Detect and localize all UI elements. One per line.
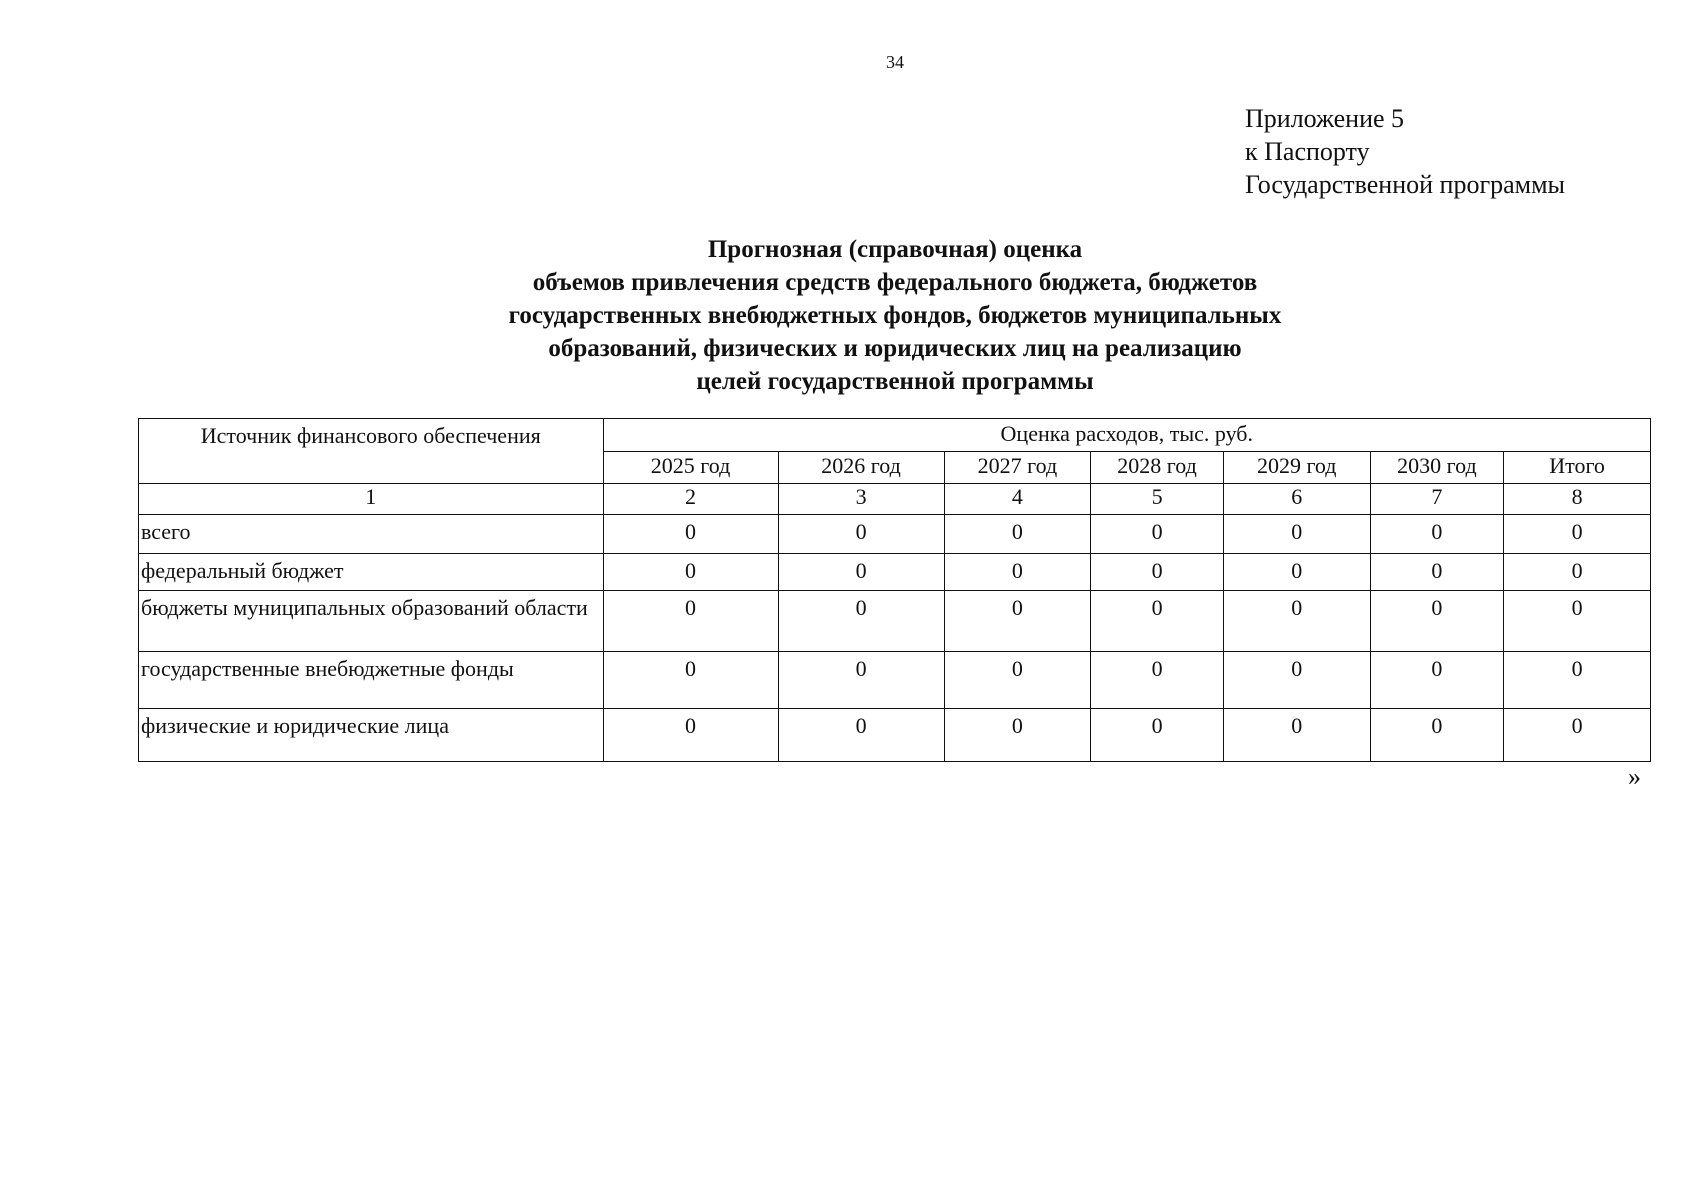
- row-value: 0: [1370, 652, 1504, 709]
- row-value: 0: [778, 515, 944, 554]
- page-number: 34: [886, 52, 904, 72]
- row-value: 0: [603, 709, 778, 762]
- row-value: 0: [1223, 652, 1370, 709]
- row-value: 0: [1504, 554, 1651, 591]
- year-header: 2028 год: [1091, 452, 1224, 484]
- year-header: 2030 год: [1370, 452, 1504, 484]
- row-value: 0: [1370, 591, 1504, 652]
- source-column-header: Источник финансового обеспечения: [139, 419, 604, 484]
- row-source: бюджеты муниципальных образований области: [139, 591, 604, 652]
- row-value: 0: [778, 709, 944, 762]
- row-value: 0: [603, 652, 778, 709]
- title-line: образований, физических и юридических лиц на реализацию: [548, 335, 1242, 362]
- table-row: [139, 709, 1651, 762]
- year-header: 2025 год: [603, 452, 778, 484]
- row-value: 0: [1223, 515, 1370, 554]
- title-line: целей государственной программы: [696, 368, 1094, 395]
- row-value: 0: [944, 652, 1091, 709]
- column-number: 6: [1223, 484, 1370, 515]
- row-value: 0: [1091, 554, 1224, 591]
- row-value: 0: [1504, 591, 1651, 652]
- table-row: [139, 515, 1651, 554]
- title-line: объемов привлечения средств федерального бюджета, бюджетов: [532, 269, 1258, 296]
- appendix-line: Приложение 5: [1245, 104, 1405, 133]
- row-value: 0: [1091, 515, 1224, 554]
- row-value: 0: [1091, 591, 1224, 652]
- row-source: государственные внебюджетные фонды: [139, 652, 604, 709]
- appendix-note: [1245, 102, 1565, 201]
- column-number-row: [139, 484, 1651, 515]
- column-number: 4: [944, 484, 1091, 515]
- row-value: 0: [944, 591, 1091, 652]
- row-value: 0: [778, 591, 944, 652]
- row-value: 0: [944, 554, 1091, 591]
- row-source: физические и юридические лица: [139, 709, 604, 762]
- header-row: [139, 419, 1651, 452]
- document-title: [0, 233, 1694, 398]
- row-value: 0: [1370, 515, 1504, 554]
- column-number: 2: [603, 484, 778, 515]
- table-row: [139, 591, 1651, 652]
- column-number: 3: [778, 484, 944, 515]
- year-header: 2026 год: [778, 452, 944, 484]
- column-number: 5: [1091, 484, 1224, 515]
- estimate-header: Оценка расходов, тыс. руб.: [603, 419, 1650, 452]
- column-number: 8: [1504, 484, 1651, 515]
- row-value: 0: [1091, 652, 1224, 709]
- row-value: 0: [1504, 515, 1651, 554]
- row-value: 0: [1091, 709, 1224, 762]
- row-value: 0: [778, 554, 944, 591]
- row-value: 0: [778, 652, 944, 709]
- year-header: 2027 год: [944, 452, 1091, 484]
- row-source: всего: [139, 515, 604, 554]
- row-value: 0: [1223, 709, 1370, 762]
- row-value: 0: [1504, 709, 1651, 762]
- year-header: 2029 год: [1223, 452, 1370, 484]
- row-value: 0: [1504, 652, 1651, 709]
- row-value: 0: [603, 591, 778, 652]
- row-value: 0: [1370, 709, 1504, 762]
- closing-quote: »: [1628, 762, 1641, 791]
- column-number: 1: [139, 484, 604, 515]
- table-row: [139, 652, 1651, 709]
- row-value: 0: [1370, 554, 1504, 591]
- title-line: Прогнозная (справочная) оценка: [707, 236, 1083, 263]
- row-value: 0: [944, 709, 1091, 762]
- row-source: федеральный бюджет: [139, 554, 604, 591]
- table-row: [139, 554, 1651, 591]
- row-value: 0: [603, 515, 778, 554]
- financing-table: [138, 418, 1651, 762]
- appendix-line: Государственной программы: [1245, 170, 1566, 199]
- row-value: 0: [1223, 554, 1370, 591]
- column-number: 7: [1370, 484, 1504, 515]
- row-value: 0: [944, 515, 1091, 554]
- row-value: 0: [1223, 591, 1370, 652]
- total-header: Итого: [1504, 452, 1651, 484]
- row-value: 0: [603, 554, 778, 591]
- title-line: государственных внебюджетных фондов, бюджетов муниципальных: [508, 302, 1282, 329]
- appendix-line: к Паспорту: [1245, 137, 1370, 166]
